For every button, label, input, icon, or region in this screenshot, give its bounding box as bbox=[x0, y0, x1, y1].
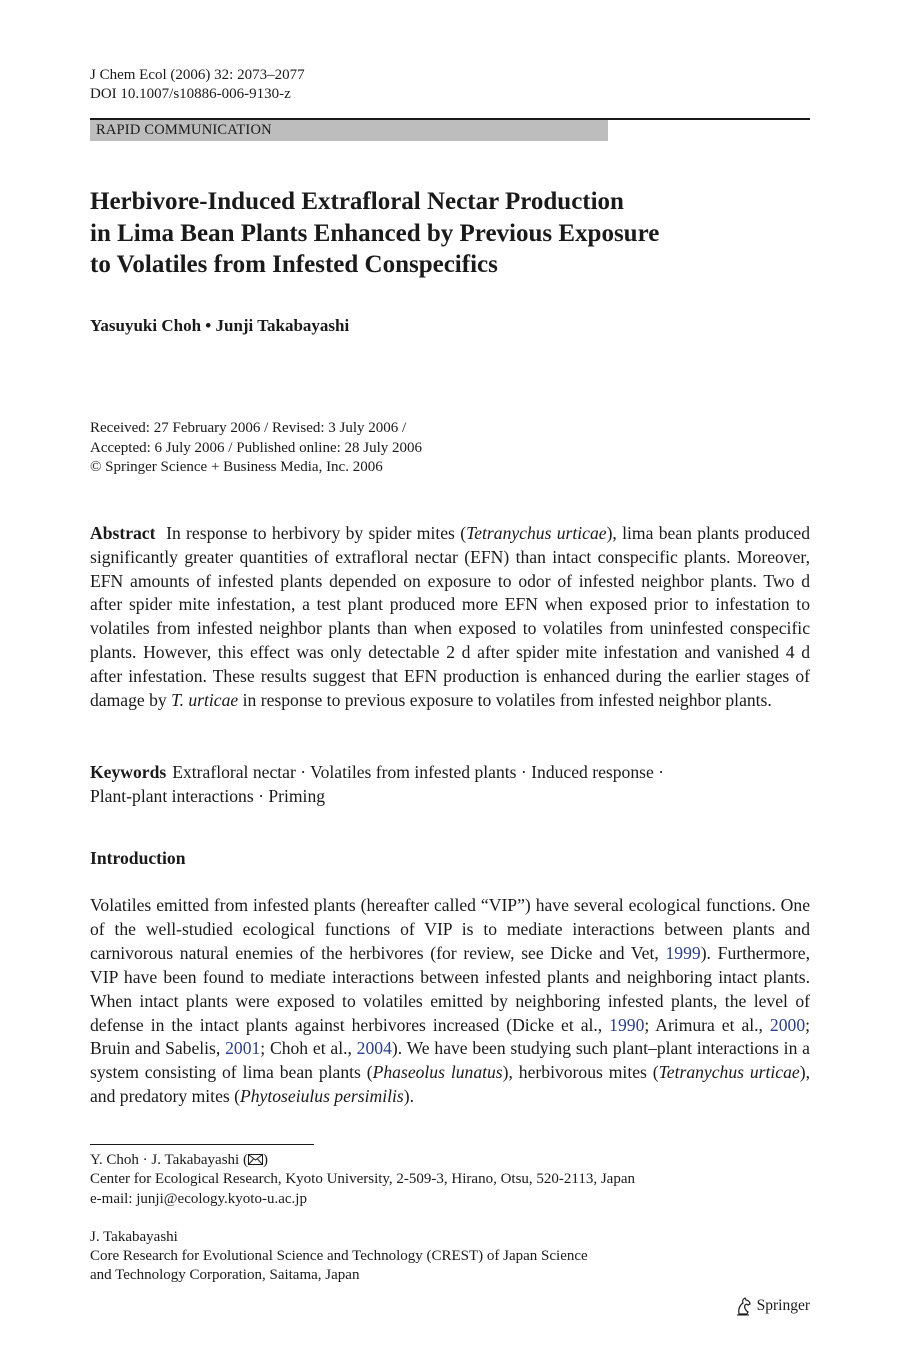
body-text: ), herbivorous mites ( bbox=[502, 1062, 659, 1083]
body-text: ). We have been studying such plant–plant interactions in a system consisting of lima bean plants ( bbox=[90, 1038, 810, 1083]
body-text: ). Furthermore, VIP have been found to mediate interactions between infested plants and neighboring intact plants. When intact plants were exposed to volatiles emitted by neighboring infested plants, the level of defense in the intact plants against herbivores increased (Dicke et al., bbox=[90, 942, 811, 1035]
springer-horse-icon bbox=[735, 1296, 753, 1316]
publication-history bbox=[90, 419, 422, 478]
species-name: Tetranychus urticae bbox=[658, 1062, 800, 1083]
abstract-label: Abstract bbox=[90, 523, 156, 543]
copyright-line: © Springer Science + Business Media, Inc. 2006 bbox=[90, 459, 383, 475]
keywords-list: Plant-plant interactions · Priming bbox=[90, 786, 326, 806]
affiliation: Center for Ecological Research, Kyoto University, 2-509-3, Hirano, Otsu, 520-2113, Japan bbox=[90, 1171, 636, 1188]
article-type-banner: RAPID COMMUNICATION bbox=[90, 120, 608, 141]
history-line: Received: 27 February 2006 / Revised: 3 July 2006 / bbox=[90, 420, 407, 436]
introduction-paragraph bbox=[90, 894, 810, 1109]
abstract-text: In response to herbivory by spider mites ( bbox=[166, 523, 467, 543]
body-text: ; Bruin and Sabelis, bbox=[90, 1014, 810, 1059]
publisher-logo bbox=[735, 1296, 810, 1316]
species-name: Tetranychus urticae bbox=[466, 523, 607, 543]
body-text: ; Arimura et al., bbox=[644, 1014, 770, 1035]
citation-link[interactable]: 1990 bbox=[609, 1014, 645, 1035]
citation-link[interactable]: 1999 bbox=[665, 942, 701, 963]
affiliation: and Technology Corporation, Saitama, Japan bbox=[90, 1267, 360, 1284]
title-line: to Volatiles from Infested Conspecifics bbox=[90, 251, 498, 278]
citation-link[interactable]: 2001 bbox=[225, 1038, 261, 1059]
article-title bbox=[90, 186, 810, 281]
abstract-text: in response to previous exposure to volatiles from infested neighbor plants. bbox=[238, 689, 772, 710]
body-text: Volatiles emitted from infested plants (hereafter called “VIP”) have several ecological functions. One of the well-studied ecological functions of VIP is to mediate interactions between plants and carnivorous natural enemies of the herbivores (for review, see Dicke and Vet, bbox=[90, 895, 810, 963]
author-list bbox=[90, 315, 349, 337]
author-footnotes bbox=[90, 1151, 810, 1286]
journal-header bbox=[90, 66, 810, 104]
affiliation: Core Research for Evolutional Science and Technology (CREST) of Japan Science bbox=[90, 1248, 588, 1265]
abstract-text: ), lima bean plants produced significantly greater quantities of extrafloral nectar (EFN) than intact conspecific plants. Moreover, EFN amounts of infested plants depended on exposure to odor of infested neighbor plants. Two d after spider mite infestation, a test plant produced more EFN when exposed prior to infestation to volatiles from infested neighbor plants than when exposed to volatiles from uninfested conspecific plants. However, this effect was only detectable 2 d after spider mite infestation and vanished 4 d after infestation. These results suggest that EFN production is enhanced during the earlier stages of damage by bbox=[90, 523, 811, 710]
body-text: ). bbox=[403, 1086, 414, 1107]
title-line: in Lima Bean Plants Enhanced by Previous Exposure bbox=[90, 219, 660, 247]
footnote-authors: ) bbox=[262, 1152, 268, 1168]
keywords-label: Keywords bbox=[90, 762, 167, 782]
footnote-author: J. Takabayashi bbox=[90, 1228, 178, 1245]
keywords bbox=[90, 760, 810, 808]
history-line: Accepted: 6 July 2006 / Published online: 28 July 2006 bbox=[90, 439, 423, 456]
doi: DOI 10.1007/s10886-006-9130-z bbox=[90, 86, 291, 102]
footnote-authors: Y. Choh · J. Takabayashi ( bbox=[90, 1152, 248, 1168]
footnote-rule bbox=[90, 1144, 314, 1145]
author-separator: • bbox=[205, 316, 212, 335]
title-line: Herbivore-Induced Extrafloral Nectar Production bbox=[90, 188, 624, 215]
citation-link[interactable]: 2000 bbox=[769, 1014, 806, 1035]
citation-link[interactable]: 2004 bbox=[356, 1038, 392, 1059]
body-text: ; Choh et al., bbox=[260, 1038, 357, 1059]
body-text: ), and predatory mites ( bbox=[90, 1062, 810, 1107]
journal-citation: J Chem Ecol (2006) 32: 2073–2077 bbox=[90, 67, 305, 83]
author-name: Yasuyuki Choh bbox=[90, 316, 202, 335]
species-name: Phytoseiulus persimilis bbox=[240, 1086, 404, 1107]
abstract bbox=[90, 522, 810, 712]
keywords-list: Extrafloral nectar · Volatiles from infested plants · Induced response · bbox=[172, 762, 665, 782]
section-heading: Introduction bbox=[90, 848, 186, 868]
envelope-icon bbox=[248, 1154, 263, 1165]
species-name: T. urticae bbox=[171, 689, 239, 710]
email[interactable]: e-mail: junji@ecology.kyoto-u.ac.jp bbox=[90, 1190, 307, 1207]
species-name: Phaseolus lunatus bbox=[372, 1062, 503, 1083]
author-name: Junji Takabayashi bbox=[215, 316, 350, 335]
publisher-name: Springer bbox=[756, 1297, 810, 1314]
